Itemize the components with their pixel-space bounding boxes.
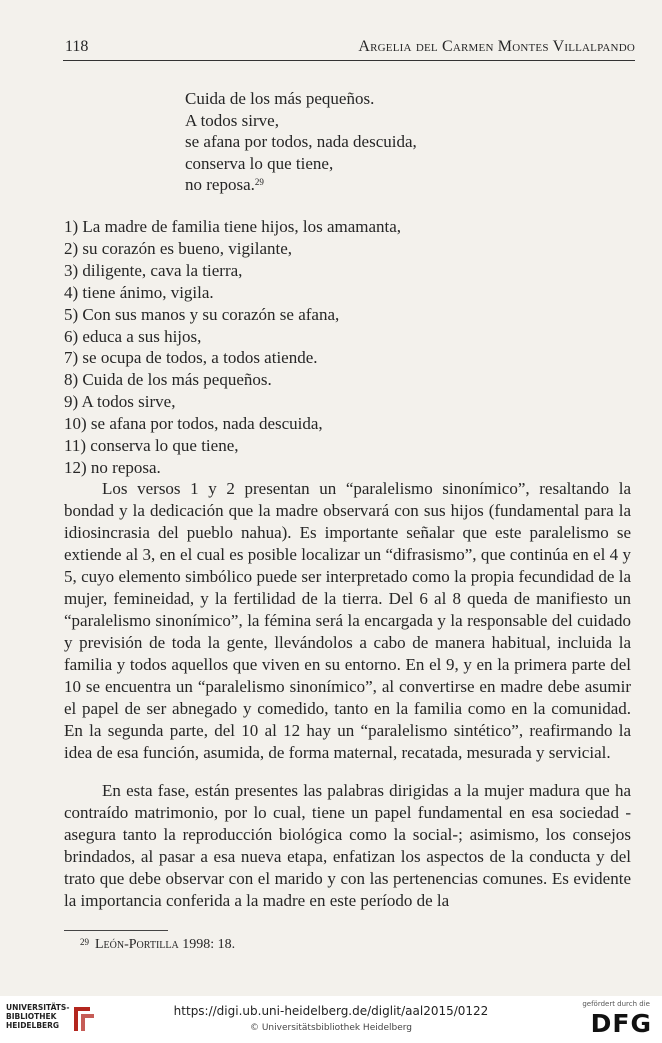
footnote-author: León-Portilla (95, 937, 179, 952)
poem-line: no reposa. (185, 175, 255, 194)
verse-line: 8) Cuida de los más pequeños. (64, 370, 272, 390)
verse-line: 3) diligente, cava la tierra, (64, 260, 243, 280)
copyright-notice: © Universitätsbibliothek Heidelberg (249, 1023, 412, 1033)
viewer-footer (0, 996, 662, 1043)
footnote-ref[interactable]: 29 (254, 177, 264, 187)
dfg-logo[interactable]: DFG (590, 1009, 652, 1038)
verse-line: 9) A todos sirve, (64, 392, 176, 412)
verse-line: 5) Con sus manos y su corazón se afana, (64, 304, 340, 324)
verse-line: 2) su corazón es bueno, vigilante, (64, 238, 293, 258)
page-url-link[interactable]: https://digi.ub.uni-heidelberg.de/diglit/aal2015/0122 (173, 1004, 489, 1018)
poem-line: conserva lo que tiene, (185, 153, 334, 173)
verse-line: 7) se ocupa de todos, a todos atiende. (64, 348, 318, 368)
poem-line: se afana por todos, nada descuida, (185, 132, 417, 151)
page-number: 118 (65, 38, 89, 55)
verse-line: 12) no reposa. (64, 457, 161, 477)
footnote-number: 29 (80, 937, 89, 947)
verse-line: 1) La madre de familia tiene hijos, los amamanta, (64, 217, 402, 236)
library-name: UNIVERSITÄTS- BIBLIOTHEK HEIDELBERG (6, 1003, 70, 1030)
verse-line: 4) tiene ánimo, vigila. (64, 282, 214, 302)
verse-line: 6) educa a sus hijos, (64, 326, 202, 346)
poem-line-last (185, 174, 417, 196)
footnote-divider (64, 930, 168, 931)
poem-line: Cuida de los más pequeños. (185, 89, 375, 108)
footnote-citation: 1998: 18. (178, 937, 236, 952)
page-header (63, 38, 635, 61)
poem-block (185, 88, 417, 196)
body-paragraph: Los versos 1 y 2 presentan un “paralelismo sinonímico”, resaltando la bondad y la dedicación que la madre observará con sus hijos (fundamental para la idiosincrasia del pueblo nahua). Es importante señalar que este paralelismo se extiende al 3, en el cual es posible localizar un “difrasismo”, que continúa en el 4 y 5, cuyo elemento simbólico puede ser interpretado como la propia fecundidad de la mujer, femineidad, y la fertilidad de la tierra. Del 6 al 8 queda de manifiesto un “paralelismo sinonímico”, la fémina será la encargada y la responsable del cuidado y previsión de toda la gente, llevándolos a cabo de manera habitual, incluida la familia y todos aquellos que viven en su entorno. En el 9, y en la primera parte del 10 se encuentra un “paralelismo sinonímico”, al convertirse en madre debe asumir el papel de ser abnegado y comedido, tanto en la familia como en la comunidad. En la segunda parte, del 10 al 12 hay un “paralelismo sintético”, reafirmando la idea de esa función, asumida, de forma maternal, recatada, mesurada y servicial. (64, 479, 631, 762)
running-head: Argelia del Carmen Montes Villalpando (358, 38, 635, 55)
poem-line: A todos sirve, (185, 110, 279, 130)
funder-note: gefördert durch die (582, 1000, 650, 1008)
numbered-verses (64, 216, 401, 479)
verse-line: 10) se afana por todos, nada descuida, (64, 414, 323, 434)
body-paragraph: En esta fase, están presentes las palabras dirigidas a la mujer madura que ha contraído matrimonio, por lo cual, tiene un papel fundamental en esa sociedad -asegura tanto la reproducción biológica como la social-; asimismo, los consejos brindados, al pasar a esa nueva etapa, enfatizan los aspectos de la conducta y del trato que debe observar con el marido y con las pertenencias comunes. Es evidente la importancia conferida a la madre en este período de la (64, 781, 631, 910)
footnote (80, 937, 235, 953)
verse-line: 11) conserva lo que tiene, (64, 436, 239, 456)
